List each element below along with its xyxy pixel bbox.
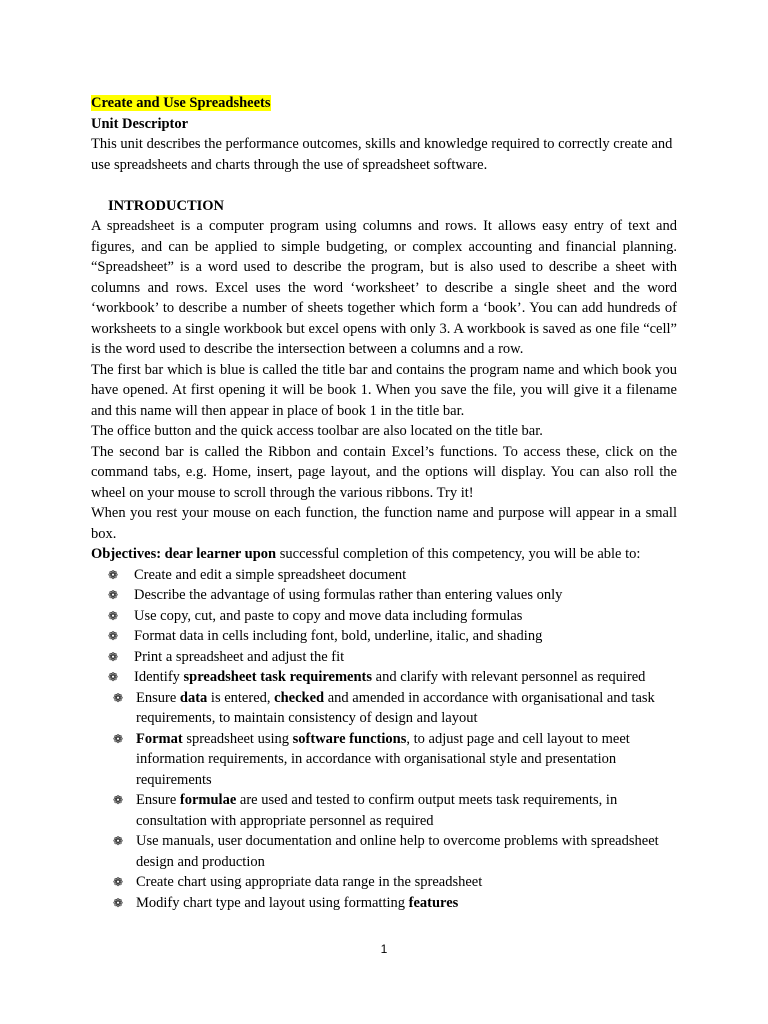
page-content: [91, 93, 677, 913]
objectives-list-level-1: [91, 565, 677, 688]
blank-line: [91, 175, 677, 196]
unit-descriptor-text: This unit describes the performance outcomes, skills and knowledge required to correctly create and use spreadsheets and charts through the use of spreadsheet software.: [91, 136, 673, 173]
intro-paragraph-4: The second bar is called the Ribbon and contain Excel’s functions. To access these, click on the command tabs, e.g. Home, insert, page layout, and the options will display. You can also roll the wheel on your mouse to scroll through the various ribbons. Try it!: [91, 443, 677, 501]
flower-bullet-icon: ❁: [108, 567, 119, 582]
list-item: [91, 729, 677, 791]
flower-bullet-icon: ❁: [113, 731, 124, 746]
objectives-text: successful completion of this competency, you will be able to:: [276, 546, 641, 562]
objectives-line: [91, 544, 677, 565]
list-item: [91, 565, 677, 586]
text-segment: , to adjust page and cell layout to meet information requirements, in accordance with organisational style and presentation requirements: [136, 730, 630, 788]
intro-paragraph-1: A spreadsheet is a computer program using columns and rows. It allows easy entry of text and figures, and can be applied to simple budgeting, or complex accounting and financial planning. “Spreadsheet” is a word used to describe the program, but is also used to describe a sheet with columns and rows. Excel uses the word ‘worksheet’ to describe a single sheet and the word ‘workbook’ to describe a number of sheets together which form a ‘book’. You can add hundreds of worksheets to a single workbook but excel opens with only 3. A workbook is saved as one file “cell” is the word used to describe the intersection between a columns and a row.: [91, 218, 677, 357]
bold-text: checked: [274, 689, 325, 706]
flower-bullet-icon: ❁: [113, 875, 124, 889]
text-segment: Create chart using appropriate data range in the spreadsheet: [136, 874, 483, 890]
bold-text: data: [179, 689, 208, 706]
intro-paragraph-5: When you rest your mouse on each function, the function name and purpose will appear in a small box.: [91, 505, 677, 542]
list-item: [91, 667, 677, 688]
objectives-list-level-2: [91, 688, 677, 914]
text-segment: Create and edit a simple spreadsheet document: [134, 566, 407, 583]
list-item: [91, 626, 677, 647]
text-segment: are used and tested to confirm output meets task requirements, in consultation with appropriate personnel as required: [136, 792, 618, 829]
flower-bullet-icon: ❁: [108, 588, 119, 602]
objectives-label: Objectives: dear learner upon: [91, 546, 277, 562]
list-item: [91, 893, 677, 914]
text-segment: Format data in cells including font, bold, underline, italic, and shading: [134, 628, 543, 644]
bold-text: software functions: [292, 730, 407, 747]
list-item: [91, 585, 677, 606]
text-segment: is entered,: [207, 689, 275, 706]
intro-paragraph-2: The first bar which is blue is called the title bar and contains the program name and which book you have opened. At first opening it will be book 1. When you save the file, you will give it a filename and this name will then appear in place of book 1 in the title bar.: [91, 361, 677, 419]
bold-text: Format: [136, 730, 183, 747]
text-segment: spreadsheet using: [182, 730, 293, 747]
flower-bullet-icon: ❁: [113, 895, 124, 910]
text-segment: Modify chart type and layout using formatting: [136, 894, 409, 911]
list-item: [91, 688, 677, 729]
text-segment: Ensure: [136, 792, 180, 808]
bold-text: features: [408, 894, 459, 911]
highlighted-title: Create and Use Spreadsheets: [91, 95, 271, 111]
bold-text: spreadsheet task requirements: [183, 669, 373, 685]
flower-bullet-icon: ❁: [108, 629, 119, 643]
list-item: [91, 831, 677, 872]
text-segment: Identify: [134, 669, 184, 685]
flower-bullet-icon: ❁: [113, 793, 124, 807]
flower-bullet-icon: ❁: [108, 608, 119, 623]
unit-descriptor-heading: Unit Descriptor: [91, 115, 189, 132]
document-title: [91, 93, 677, 114]
text-segment: Describe the advantage of using formulas rather than entering values only: [134, 587, 563, 603]
flower-bullet-icon: ❁: [113, 690, 124, 705]
text-segment: Use copy, cut, and paste to copy and move data including formulas: [134, 607, 523, 624]
list-item: [91, 790, 677, 831]
text-segment: Use manuals, user documentation and online help to overcome problems with spreadsheet design and production: [136, 833, 659, 870]
flower-bullet-icon: ❁: [108, 649, 119, 664]
bold-text: formulae: [179, 792, 237, 808]
intro-paragraph-3: The office button and the quick access toolbar are also located on the title bar.: [91, 423, 543, 439]
list-item: [91, 606, 677, 627]
text-segment: Print a spreadsheet and adjust the fit: [134, 648, 345, 665]
flower-bullet-icon: ❁: [113, 834, 124, 848]
list-item: [91, 647, 677, 668]
list-item: [91, 872, 677, 893]
text-segment: and amended in accordance with organisational and task requirements, to maintain consistency of design and layout: [136, 689, 655, 726]
page-number: 1: [380, 942, 388, 956]
text-segment: Ensure: [136, 689, 180, 706]
introduction-heading: INTRODUCTION: [108, 197, 225, 214]
text-segment: and clarify with relevant personnel as required: [372, 669, 646, 685]
flower-bullet-icon: ❁: [108, 670, 119, 684]
